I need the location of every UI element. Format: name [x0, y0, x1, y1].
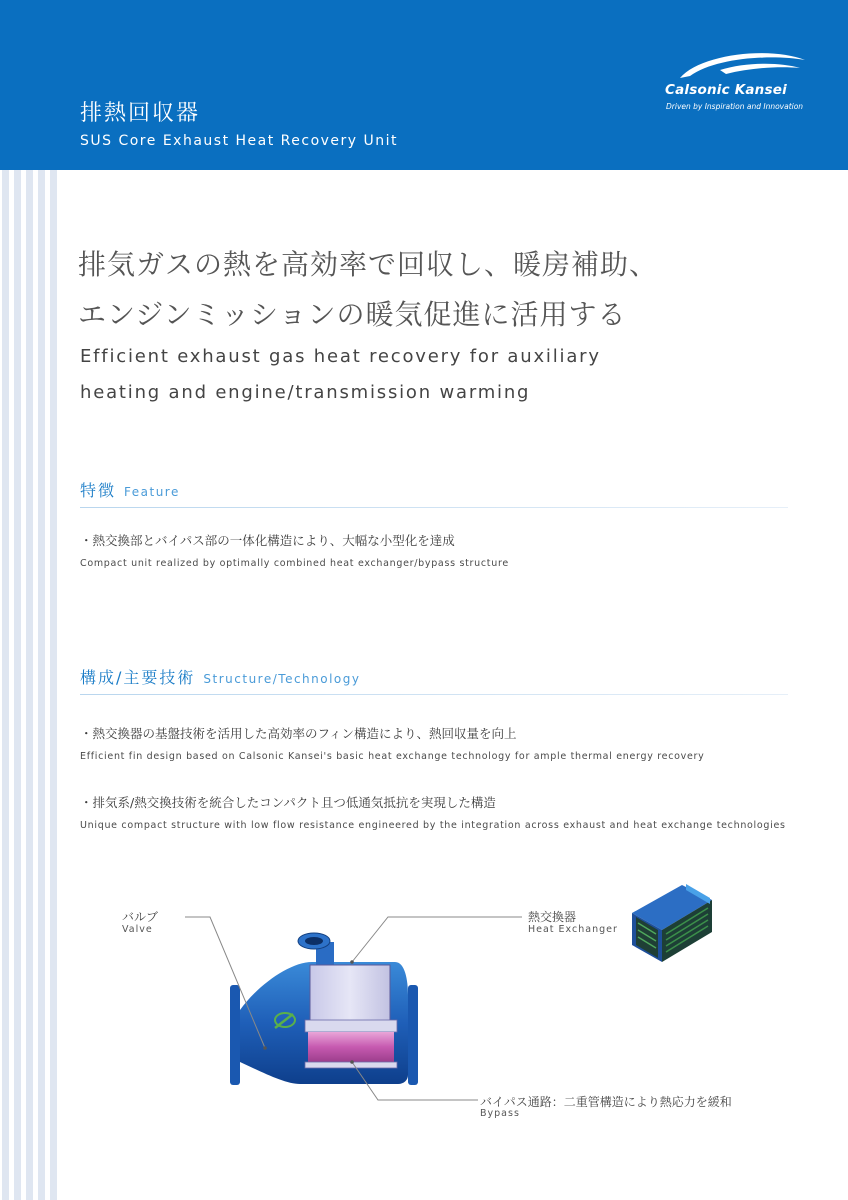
valve-label-ja: バルブ [122, 910, 159, 924]
headline-en-line1: Efficient exhaust gas heat recovery for auxiliary [80, 346, 601, 367]
feature-item-en: Compact unit realized by optimally combined heat exchanger/bypass structure [80, 558, 509, 569]
structure-item-ja: ・排気系/熱交換技術を統合したコンパクト且つ低通気抵抗を実現した構造 [80, 795, 496, 810]
logo-tagline: Driven by Inspiration and Innovation [666, 102, 804, 111]
feature-heading-ja: 特徴 [80, 481, 117, 500]
logo-swoosh-icon [660, 46, 810, 86]
unit-diagram [0, 870, 848, 1150]
structure-item-en: Efficient fin design based on Calsonic Kansei's basic heat exchange technology for ample thermal energy recovery [80, 751, 705, 762]
header-banner [0, 0, 848, 170]
bypass-label-ja: バイパス通路：二重管構造により熱応力を緩和 [480, 1095, 732, 1109]
logo-brand: Calsonic Kansei [665, 82, 787, 98]
heat-exchanger-label-ja: 熱交換器 [528, 910, 577, 924]
headline-ja-line1: 排気ガスの熱を高効率で回収し、暖房補助、 [78, 248, 659, 281]
headline-ja-line2: エンジンミッションの暖気促進に活用する [78, 298, 627, 331]
structure-heading [80, 665, 361, 688]
section-divider [80, 507, 788, 508]
feature-item-ja: ・熱交換部とバイパス部の一体化構造により、大幅な小型化を達成 [80, 533, 455, 548]
headline-en-line2: heating and engine/transmission warming [80, 382, 531, 403]
structure-item-en: Unique compact structure with low flow resistance engineered by the integration across exhaust and heat exchange technologies [80, 820, 786, 831]
feature-heading-en: Feature [124, 485, 180, 499]
valve-label-en: Valve [122, 924, 153, 935]
section-divider [80, 694, 788, 695]
structure-item-ja: ・熱交換器の基盤技術を活用した高効率のフィン構造により、熱回収量を向上 [80, 726, 517, 741]
page-title: 排熱回収器 [80, 101, 201, 126]
feature-heading [80, 478, 180, 501]
heat-exchanger-icon [632, 884, 712, 962]
heat-exchanger-label-en: Heat Exchanger [528, 924, 618, 935]
structure-heading-en: Structure/Technology [203, 672, 361, 686]
structure-heading-ja: 構成/主要技術 [80, 668, 196, 687]
page-subtitle: SUS Core Exhaust Heat Recovery Unit [80, 133, 399, 149]
company-logo [660, 46, 810, 116]
bypass-label-en: Bypass [480, 1108, 520, 1119]
